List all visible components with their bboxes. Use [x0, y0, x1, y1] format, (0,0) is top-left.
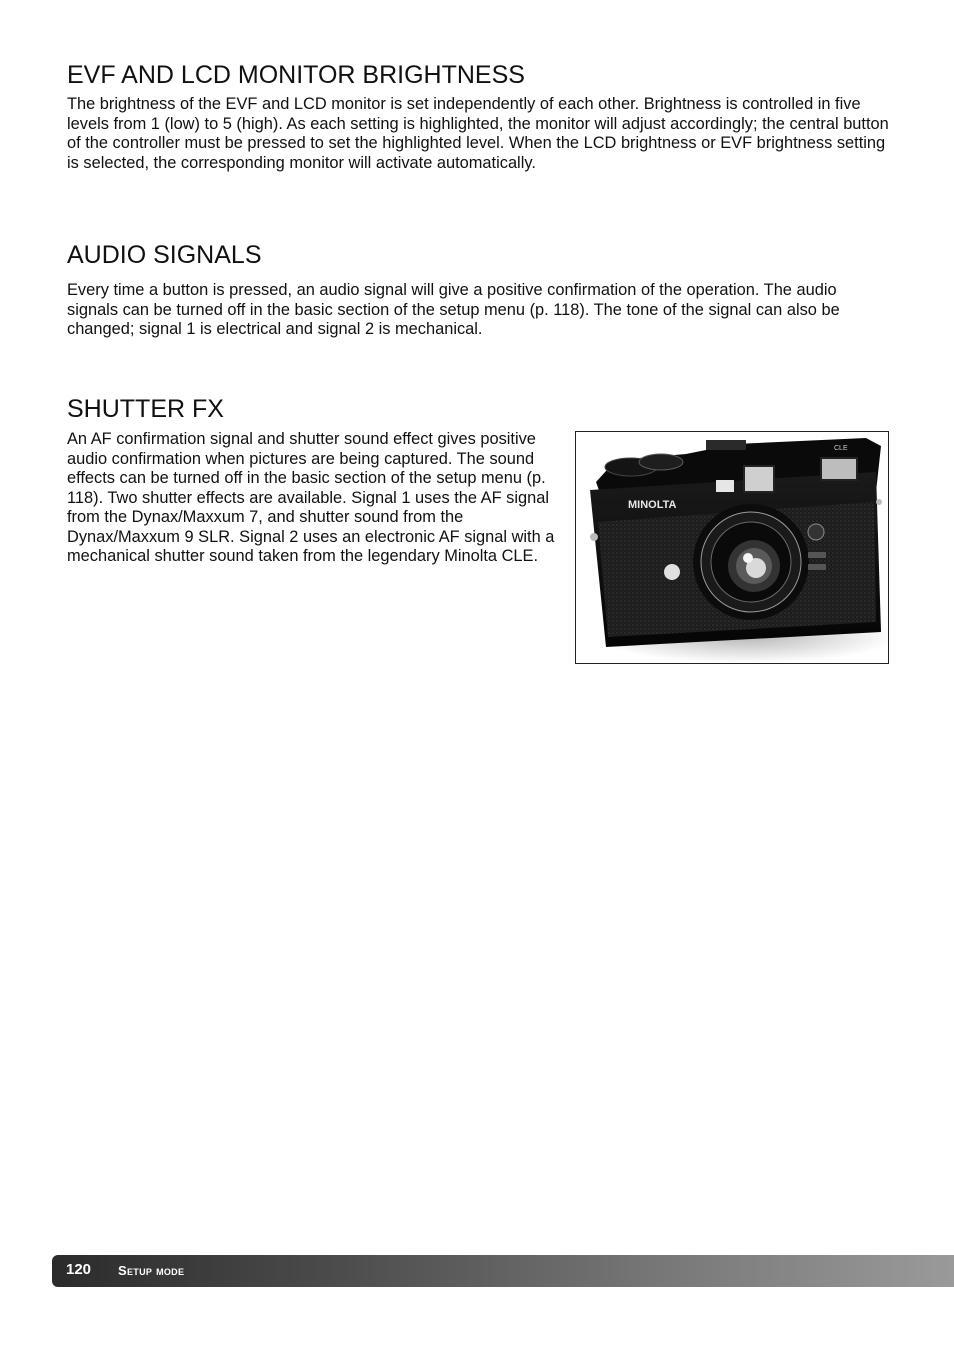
footer-section-label: Setup mode — [118, 1263, 185, 1278]
section-title-shutter-fx: SHUTTER FX — [67, 395, 224, 423]
camera-model-text: CLE — [834, 445, 848, 452]
paragraph-shutter-fx: An AF confirmation signal and shutter sound effect gives positive audio confirmation when pictures are being captured. The sound effects can be turned off in the basic section of the setup menu (p. 118). Two shutter effects are available. Signal 1 uses the AF signal from the Dynax/Maxxum 7, and shutter sound from the Dynax/Maxxum 9 SLR. Signal 2 uses an electronic AF signal with a mechanical shutter sound taken from the legendary Minolta CLE. — [67, 430, 555, 565]
paragraph-audio-signals: Every time a button is pressed, an audio signal will give a positive confirmation of the operation. The audio signals can be turned off in the basic section of the setup menu (p. 118). The tone of the signal can also be changed; signal 1 is electrical and signal 2 is mechanical. — [67, 281, 840, 338]
camera-photo — [575, 431, 889, 664]
camera-illustration — [576, 432, 888, 663]
section-title-audio-signals: AUDIO SIGNALS — [67, 241, 262, 269]
section-title-evf-lcd-brightness: EVF AND LCD MONITOR BRIGHTNESS — [67, 61, 525, 89]
page-number: 120 — [66, 1261, 92, 1278]
camera-brand-text: MINOLTA — [628, 499, 677, 511]
footer-bar — [52, 1255, 954, 1287]
paragraph-evf-lcd-brightness: The brightness of the EVF and LCD monitor is set independently of each other. Brightness is controlled in five levels from 1 (low) to 5 (high). As each setting is highlighted, the monitor will adjust accordingly; the central button of the controller must be pressed to set the highlighted level. When the LCD brightness or EVF brightness setting is selected, the corresponding monitor will activate automatically. — [67, 95, 889, 172]
